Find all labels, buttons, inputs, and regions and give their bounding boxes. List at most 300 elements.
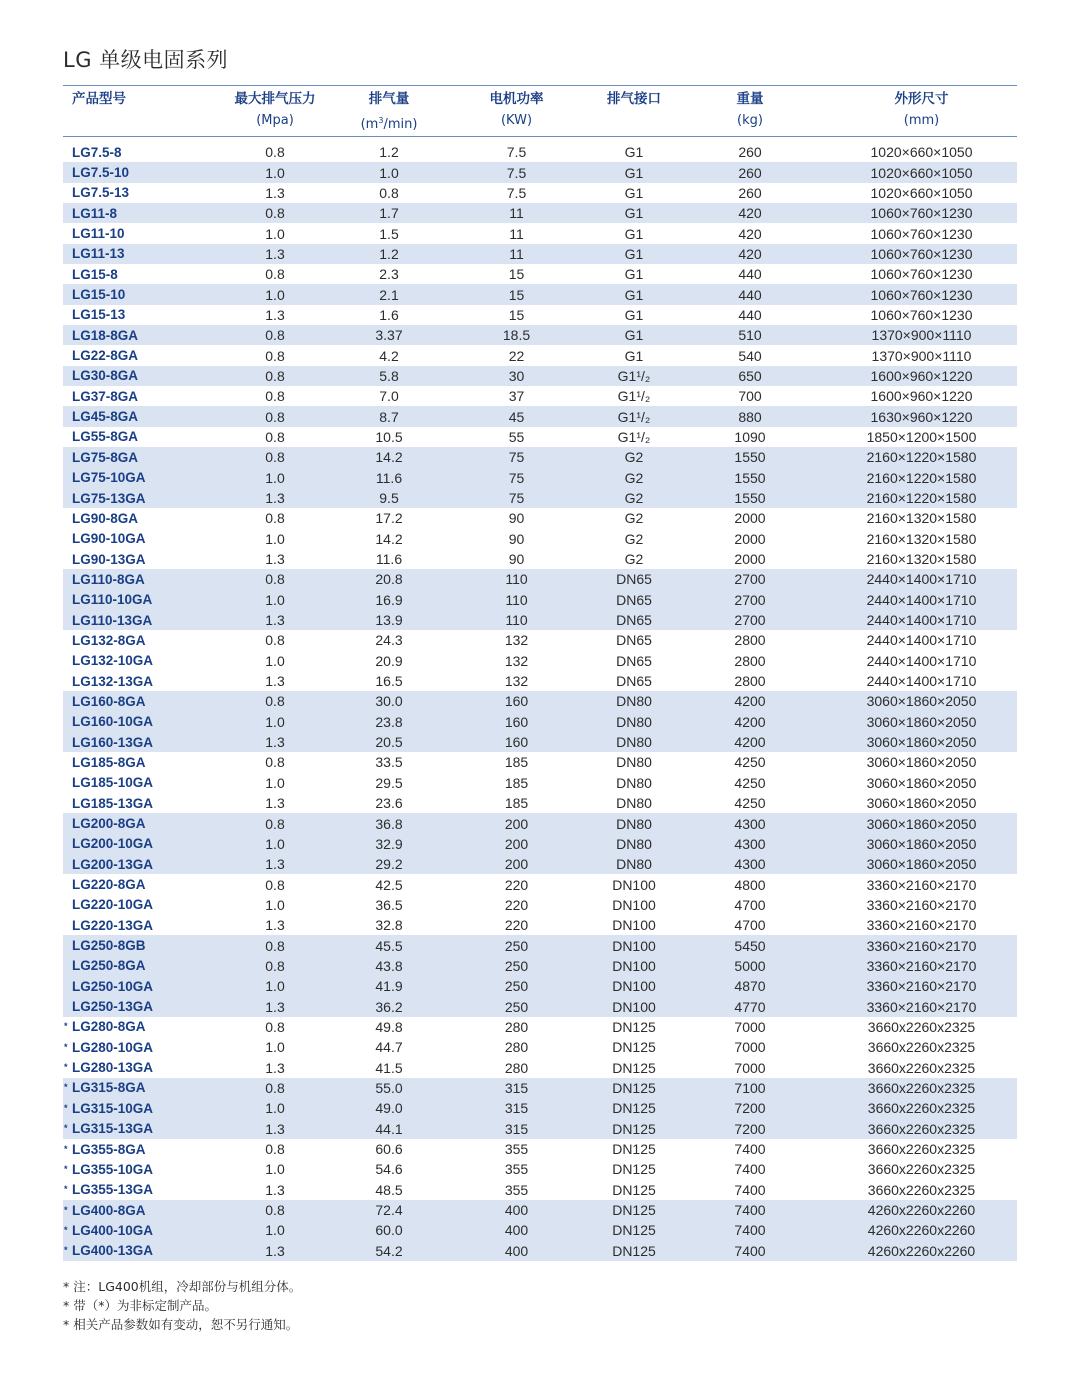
cell-weight-text: 7400 — [734, 1242, 766, 1259]
cell-outlet — [594, 510, 674, 526]
cell-power — [439, 775, 594, 791]
table-row — [63, 183, 1017, 203]
cell-flow — [339, 490, 439, 506]
cell-power — [439, 958, 594, 974]
cell-flow-text: 32.9 — [375, 835, 403, 852]
header-weight-label: 重量 — [736, 91, 764, 107]
cell-flow — [339, 714, 439, 730]
cell-weight-text: 2000 — [734, 510, 766, 527]
cell-power-text: 220 — [504, 917, 529, 934]
cell-outlet — [594, 1121, 674, 1137]
cell-outlet-text: G2 — [624, 530, 644, 547]
header-bottom-rule — [63, 136, 1017, 137]
cell-weight — [674, 958, 826, 974]
cell-model — [63, 267, 211, 282]
cell-model-text: LG160-10GA — [72, 714, 154, 730]
cell-model-text: LG110-8GA — [72, 571, 145, 587]
cell-outlet-text: G1 — [624, 184, 644, 201]
cell-dims — [826, 917, 1017, 933]
cell-weight — [674, 999, 826, 1015]
cell-outlet — [594, 144, 674, 160]
cell-flow-text: 44.7 — [375, 1039, 403, 1056]
cell-weight — [674, 978, 826, 994]
cell-dims-text: 3360×2160×2170 — [866, 937, 977, 954]
cell-pressure-text: 1.3 — [265, 306, 285, 323]
cell-model-text: LG315-13GA — [72, 1121, 154, 1137]
cell-dims-text: 3060×1860×2050 — [866, 835, 977, 852]
table-row — [63, 142, 1017, 162]
custom-star-icon: * — [64, 1102, 68, 1113]
custom-star-icon: * — [64, 1163, 68, 1174]
cell-dims-text: 3660x2260x2325 — [867, 1039, 976, 1056]
cell-power-text: 220 — [504, 876, 529, 893]
cell-dims — [826, 1019, 1017, 1035]
cell-pressure-text: 1.0 — [265, 1100, 285, 1117]
cell-weight — [674, 1121, 826, 1137]
cell-flow-text: 41.5 — [375, 1059, 403, 1076]
cell-model — [63, 816, 211, 831]
cell-dims — [826, 307, 1017, 323]
cell-model-text: LG160-13GA — [72, 734, 154, 750]
cell-power-text: 185 — [504, 774, 529, 791]
cell-power-text: 37 — [508, 388, 525, 405]
cell-model — [63, 511, 211, 526]
cell-weight-text: 4250 — [734, 795, 766, 812]
table-row — [63, 244, 1017, 264]
cell-model-text: LG355-10GA — [72, 1161, 154, 1177]
cell-flow — [339, 165, 439, 181]
cell-power-text: 400 — [504, 1242, 529, 1259]
cell-model — [63, 857, 211, 872]
cell-flow — [339, 653, 439, 669]
cell-power — [439, 1039, 594, 1055]
cell-pressure — [211, 551, 339, 567]
cell-model-text: LG220-13GA — [72, 917, 154, 933]
cell-pressure — [211, 1182, 339, 1198]
cell-weight-text: 7400 — [734, 1222, 766, 1239]
cell-power-text: 132 — [504, 652, 529, 669]
cell-power — [439, 592, 594, 608]
cell-outlet — [594, 571, 674, 587]
cell-dims-text: 2440×1400×1710 — [866, 612, 977, 629]
cell-dims — [826, 1243, 1017, 1259]
cell-outlet-text: DN125 — [612, 1100, 656, 1117]
cell-pressure — [211, 1121, 339, 1137]
table-row — [63, 590, 1017, 610]
cell-pressure-text: 0.8 — [265, 1018, 285, 1035]
cell-dims-text: 1600×960×1220 — [870, 367, 973, 384]
cell-power — [439, 673, 594, 689]
cell-pressure-text: 0.8 — [265, 571, 285, 588]
cell-dims — [826, 531, 1017, 547]
cell-outlet-text: DN125 — [612, 1059, 656, 1076]
cell-pressure-text: 0.8 — [265, 1079, 285, 1096]
cell-weight — [674, 612, 826, 628]
cell-dims-text: 3660x2260x2325 — [867, 1018, 976, 1035]
cell-power-text: 400 — [504, 1202, 529, 1219]
cell-power — [439, 449, 594, 465]
cell-dims-text: 3360×2160×2170 — [866, 978, 977, 995]
cell-outlet-text: G2 — [624, 490, 644, 507]
cell-model-text: LG250-8GB — [72, 938, 146, 954]
cell-outlet-text: G1 — [624, 266, 644, 283]
cell-outlet-text: G1 — [624, 245, 644, 262]
cell-pressure — [211, 1060, 339, 1076]
cell-flow — [339, 1039, 439, 1055]
cell-weight-text: 260 — [738, 164, 762, 181]
cell-power — [439, 978, 594, 994]
header-weight — [674, 88, 826, 134]
cell-weight-text: 1550 — [734, 490, 766, 507]
cell-model — [63, 409, 211, 424]
cell-pressure — [211, 1222, 339, 1238]
cell-weight — [674, 938, 826, 954]
cell-flow — [339, 1080, 439, 1096]
cell-flow — [339, 1222, 439, 1238]
table-row — [63, 305, 1017, 325]
cell-pressure — [211, 348, 339, 364]
cell-flow-text: 5.8 — [379, 367, 399, 384]
cell-weight — [674, 1060, 826, 1076]
cell-dims — [826, 327, 1017, 343]
cell-dims — [826, 226, 1017, 242]
cell-flow-text: 1.2 — [379, 144, 399, 161]
cell-dims-text: 3060×1860×2050 — [866, 713, 977, 730]
cell-outlet-text: DN80 — [616, 856, 652, 873]
cell-flow — [339, 734, 439, 750]
cell-pressure — [211, 1243, 339, 1259]
cell-weight-text: 7200 — [734, 1120, 766, 1137]
cell-pressure — [211, 246, 339, 262]
cell-power-text: 7.5 — [506, 144, 527, 161]
cell-weight — [674, 856, 826, 872]
page-title: LG 单级电固系列 — [63, 48, 229, 72]
footnote-2: * 带（*）为非标定制产品。 — [63, 1298, 217, 1313]
cell-dims-text: 1060×760×1230 — [870, 225, 973, 242]
cell-power-text: 355 — [504, 1181, 529, 1198]
cell-pressure-text: 1.3 — [265, 917, 285, 934]
cell-power — [439, 1080, 594, 1096]
cell-model — [63, 1019, 211, 1034]
cell-flow — [339, 877, 439, 893]
cell-dims-text: 2160×1320×1580 — [866, 510, 977, 527]
cell-power — [439, 836, 594, 852]
cell-pressure-text: 0.8 — [265, 815, 285, 832]
cell-power — [439, 653, 594, 669]
cell-weight-text: 4250 — [734, 754, 766, 771]
cell-model-text: LG75-10GA — [72, 470, 146, 486]
cell-dims-text: 3360×2160×2170 — [866, 998, 977, 1015]
cell-model — [63, 145, 211, 160]
cell-outlet-text: DN65 — [616, 632, 652, 649]
cell-power-text: 110 — [505, 571, 528, 588]
cell-model — [63, 185, 211, 200]
cell-model — [63, 1121, 211, 1136]
cell-outlet — [594, 754, 674, 770]
cell-outlet-text: DN65 — [616, 571, 652, 588]
cell-weight-text: 7000 — [734, 1059, 766, 1076]
cell-power-text: 7.5 — [506, 184, 527, 201]
cell-power — [439, 612, 594, 628]
cell-pressure — [211, 1100, 339, 1116]
cell-outlet-text: DN80 — [616, 835, 652, 852]
cell-weight — [674, 693, 826, 709]
table-row — [63, 549, 1017, 569]
cell-weight-text: 5450 — [734, 937, 766, 954]
cell-flow-text: 60.6 — [375, 1141, 403, 1158]
cell-power-text: 110 — [505, 612, 528, 629]
cell-model — [63, 1080, 211, 1095]
cell-pressure-text: 1.0 — [265, 835, 285, 852]
cell-model — [63, 1040, 211, 1055]
cell-flow-text: 2.3 — [379, 266, 399, 283]
table-row — [63, 996, 1017, 1016]
cell-pressure-text: 0.8 — [265, 266, 285, 283]
cell-outlet — [594, 1243, 674, 1259]
cell-weight — [674, 531, 826, 547]
cell-flow-text: 7.0 — [379, 388, 399, 405]
cell-power — [439, 185, 594, 201]
cell-weight-text: 4300 — [734, 856, 766, 873]
cell-power-text: 185 — [504, 795, 529, 812]
cell-flow — [339, 958, 439, 974]
table-row — [63, 854, 1017, 874]
cell-model-text: LG280-10GA — [72, 1039, 154, 1055]
cell-outlet-text: G2 — [624, 449, 644, 466]
table-row — [63, 1119, 1017, 1139]
cell-flow-text: 1.2 — [379, 245, 399, 262]
header-dims-label: 外形尺寸 — [894, 91, 949, 107]
cell-outlet-text: DN100 — [612, 957, 656, 974]
cell-dims — [826, 1222, 1017, 1238]
cell-flow-text: 16.9 — [375, 591, 403, 608]
cell-pressure-text: 1.0 — [265, 591, 285, 608]
cell-model-text: LG30-8GA — [72, 368, 139, 384]
custom-star-icon: * — [64, 1123, 68, 1134]
table-row — [63, 325, 1017, 345]
cell-weight — [674, 144, 826, 160]
cell-pressure — [211, 653, 339, 669]
cell-pressure — [211, 714, 339, 730]
cell-flow — [339, 185, 439, 201]
custom-star-icon: * — [64, 1062, 68, 1073]
cell-dims-text: 1020×660×1050 — [870, 184, 973, 201]
cell-pressure — [211, 470, 339, 486]
header-model-label: 产品型号 — [72, 91, 126, 107]
cell-pressure-text: 0.8 — [265, 428, 285, 445]
cell-flow — [339, 1202, 439, 1218]
cell-model-text: LG110-13GA — [72, 612, 153, 628]
cell-weight-text: 440 — [738, 306, 762, 323]
cell-flow-text: 8.7 — [379, 408, 399, 425]
cell-weight — [674, 226, 826, 242]
cell-outlet — [594, 246, 674, 262]
cell-power — [439, 1121, 594, 1137]
table-row — [63, 406, 1017, 426]
cell-power — [439, 754, 594, 770]
cell-pressure-text: 1.3 — [265, 673, 285, 690]
cell-dims — [826, 1039, 1017, 1055]
cell-model — [63, 450, 211, 465]
cell-weight — [674, 449, 826, 465]
cell-power — [439, 531, 594, 547]
cell-model-text: LG185-13GA — [72, 795, 154, 811]
cell-weight — [674, 1141, 826, 1157]
cell-power — [439, 938, 594, 954]
cell-model — [63, 1182, 211, 1197]
cell-flow — [339, 592, 439, 608]
table-row — [63, 1037, 1017, 1057]
cell-flow — [339, 775, 439, 791]
cell-weight-text: 2800 — [734, 673, 766, 690]
cell-weight-text: 420 — [738, 245, 762, 262]
cell-model-text: LG315-10GA — [72, 1100, 154, 1116]
cell-model-text: LG250-8GA — [72, 958, 146, 974]
cell-outlet-text: DN80 — [616, 774, 652, 791]
table-row — [63, 671, 1017, 691]
cell-pressure-text: 1.0 — [265, 713, 285, 730]
cell-pressure-text: 1.0 — [265, 1222, 285, 1239]
cell-flow — [339, 897, 439, 913]
cell-flow — [339, 531, 439, 547]
cell-power-text: 250 — [504, 937, 529, 954]
cell-dims — [826, 836, 1017, 852]
cell-outlet-text: DN100 — [612, 876, 656, 893]
table-row — [63, 1139, 1017, 1159]
cell-dims-text: 2440×1400×1710 — [866, 652, 977, 669]
cell-power — [439, 632, 594, 648]
cell-flow — [339, 409, 439, 425]
custom-star-icon: * — [64, 1245, 68, 1256]
cell-weight-text: 260 — [738, 184, 762, 201]
cell-dims-text: 3060×1860×2050 — [866, 734, 977, 751]
table-row — [63, 345, 1017, 365]
cell-dims-text: 1370×900×1110 — [871, 327, 972, 344]
cell-flow-text: 54.6 — [375, 1161, 403, 1178]
cell-dims — [826, 816, 1017, 832]
cell-outlet-text: G1¹/₂ — [617, 388, 651, 405]
table-row — [63, 915, 1017, 935]
cell-pressure — [211, 693, 339, 709]
cell-model-text: LG45-8GA — [72, 409, 139, 425]
cell-dims-text: 3660x2260x2325 — [867, 1079, 976, 1096]
cell-flow-text: 44.1 — [375, 1120, 403, 1137]
cell-dims-text: 1370×900×1110 — [871, 347, 972, 364]
table-row — [63, 976, 1017, 996]
cell-pressure — [211, 1039, 339, 1055]
cell-model-text: LG355-13GA — [72, 1182, 154, 1198]
cell-weight-text: 7000 — [734, 1018, 766, 1035]
cell-outlet — [594, 1080, 674, 1096]
cell-power-text: 315 — [504, 1120, 529, 1137]
cell-weight — [674, 368, 826, 384]
cell-weight-text: 7400 — [734, 1161, 766, 1178]
cell-power — [439, 714, 594, 730]
cell-power — [439, 1060, 594, 1076]
cell-flow-text: 11.6 — [375, 469, 403, 486]
cell-flow-text: 23.8 — [375, 713, 403, 730]
cell-model-text: LG7.5-13 — [72, 185, 130, 201]
table-row — [63, 935, 1017, 955]
table-row — [63, 1017, 1017, 1037]
cell-pressure — [211, 409, 339, 425]
cell-power — [439, 856, 594, 872]
cell-model-text: LG55-8GA — [72, 429, 139, 445]
cell-weight — [674, 816, 826, 832]
cell-dims-text: 1060×760×1230 — [870, 286, 973, 303]
cell-model-text: LG11-10 — [72, 226, 125, 242]
cell-model-text: LG11-13 — [72, 246, 125, 262]
cell-dims — [826, 388, 1017, 404]
cell-model-text: LG15-13 — [72, 307, 126, 323]
cell-dims-text: 3660x2260x2325 — [867, 1100, 976, 1117]
cell-flow-text: 60.0 — [375, 1222, 403, 1239]
cell-weight — [674, 673, 826, 689]
cell-dims-text: 3360×2160×2170 — [866, 896, 977, 913]
cell-power — [439, 571, 594, 587]
cell-power-text: 30 — [508, 367, 525, 384]
cell-power-text: 160 — [504, 713, 529, 730]
cell-pressure — [211, 266, 339, 282]
cell-model — [63, 999, 211, 1014]
cell-dims — [826, 185, 1017, 201]
cell-flow — [339, 266, 439, 282]
cell-model-text: LG75-13GA — [72, 490, 146, 506]
cell-weight-text: 4300 — [734, 815, 766, 832]
cell-dims-text: 2160×1220×1580 — [866, 490, 977, 507]
cell-power-text: 220 — [504, 896, 529, 913]
cell-weight — [674, 1080, 826, 1096]
header-flow — [339, 88, 439, 134]
cell-power-text: 355 — [504, 1161, 529, 1178]
cell-model — [63, 755, 211, 770]
cell-flow-text: 20.5 — [375, 734, 403, 751]
cell-dims — [826, 1182, 1017, 1198]
cell-pressure-text: 1.0 — [265, 1039, 285, 1056]
cell-model — [63, 714, 211, 729]
cell-flow — [339, 307, 439, 323]
cell-weight — [674, 470, 826, 486]
cell-model-text: LG400-10GA — [72, 1222, 154, 1238]
cell-power — [439, 551, 594, 567]
cell-model — [63, 796, 211, 811]
cell-pressure — [211, 958, 339, 974]
cell-dims-text: 3060×1860×2050 — [866, 815, 977, 832]
cell-power-text: 160 — [504, 734, 529, 751]
cell-dims-text: 3660x2260x2325 — [867, 1120, 976, 1137]
cell-flow-text: 32.8 — [375, 917, 403, 934]
cell-weight-text: 5000 — [734, 957, 766, 974]
cell-pressure-text: 0.8 — [265, 388, 285, 405]
cell-dims — [826, 856, 1017, 872]
cell-power-text: 75 — [508, 469, 525, 486]
cell-dims-text: 1060×760×1230 — [870, 266, 973, 283]
cell-flow — [339, 144, 439, 160]
custom-star-icon: * — [64, 1021, 68, 1032]
cell-flow — [339, 1141, 439, 1157]
cell-weight-text: 4700 — [734, 896, 766, 913]
cell-power — [439, 734, 594, 750]
table-row — [63, 651, 1017, 671]
table-row — [63, 529, 1017, 549]
cell-pressure-text: 1.3 — [265, 184, 285, 201]
cell-pressure-text: 0.8 — [265, 205, 285, 222]
cell-model-text: LG185-10GA — [72, 775, 154, 791]
cell-dims — [826, 429, 1017, 445]
cell-power-text: 250 — [504, 978, 529, 995]
cell-pressure — [211, 673, 339, 689]
cell-weight — [674, 1182, 826, 1198]
